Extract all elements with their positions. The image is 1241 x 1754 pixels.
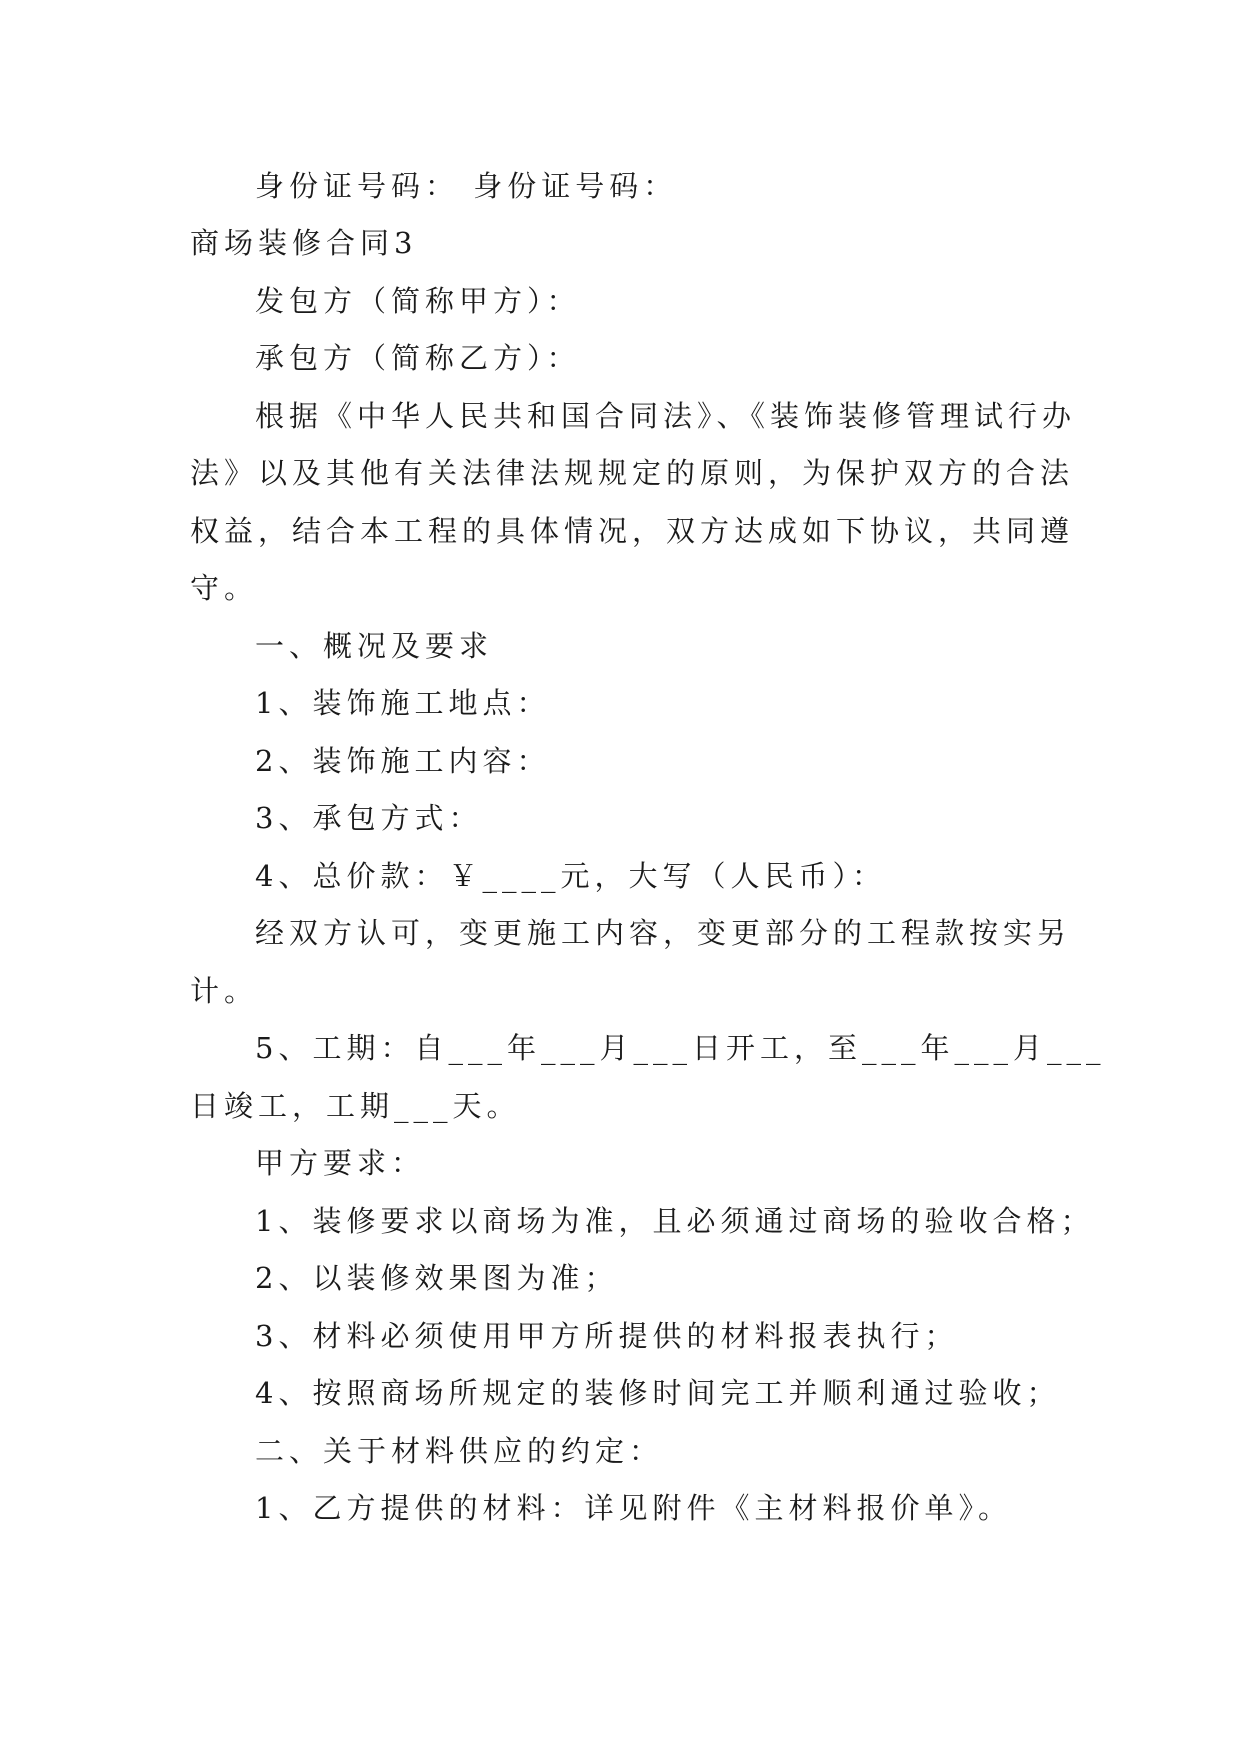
item-total-price: 4、总价款：￥____元，大写（人民币）： bbox=[255, 859, 886, 893]
item-schedule-line-2: 日竣工，工期___天。 bbox=[190, 1089, 521, 1123]
item-content: 2、装饰施工内容： bbox=[255, 744, 551, 778]
requirement-2: 2、以装修效果图为准； bbox=[255, 1261, 619, 1295]
requirement-3: 3、材料必须使用甲方所提供的材料报表执行； bbox=[255, 1319, 959, 1353]
contract-title: 商场装修合同3 bbox=[190, 226, 418, 260]
item-contract-method: 3、承包方式： bbox=[255, 801, 483, 835]
preamble-line-3: 权益，结合本工程的具体情况，双方达成如下协议，共同遵 bbox=[190, 514, 1075, 548]
requirement-1: 1、装修要求以商场为准，且必须通过商场的验收合格； bbox=[255, 1204, 1095, 1238]
section-1-heading: 一、概况及要求 bbox=[255, 629, 494, 663]
item-schedule-line-1: 5、工期：自___年___月___日开工，至___年___月___ bbox=[255, 1031, 1106, 1065]
id-number-line: 身份证号码： 身份证号码： bbox=[255, 169, 678, 203]
change-clause-line-2: 计。 bbox=[190, 974, 259, 1008]
preamble-line-4: 守。 bbox=[190, 571, 259, 605]
preamble-line-2: 法》以及其他有关法律法规规定的原则，为保护双方的合法 bbox=[190, 456, 1075, 490]
preamble-line-1: 根据《中华人民共和国合同法》、《装饰装修管理试行办 bbox=[255, 399, 1077, 433]
requirement-4: 4、按照商场所规定的装修时间完工并顺利通过验收； bbox=[255, 1376, 1061, 1410]
item-location: 1、装饰施工地点： bbox=[255, 686, 551, 720]
party-b-line: 承包方（简称乙方）： bbox=[255, 341, 581, 375]
section-2-heading: 二、关于材料供应的约定： bbox=[255, 1434, 664, 1468]
material-item-1: 1、乙方提供的材料：详见附件《主材料报价单》。 bbox=[255, 1491, 1012, 1525]
change-clause-line-1: 经双方认可，变更施工内容，变更部分的工程款按实另 bbox=[255, 916, 1072, 950]
party-a-requirements-heading: 甲方要求： bbox=[255, 1146, 426, 1180]
party-a-line: 发包方（简称甲方）： bbox=[255, 284, 581, 318]
